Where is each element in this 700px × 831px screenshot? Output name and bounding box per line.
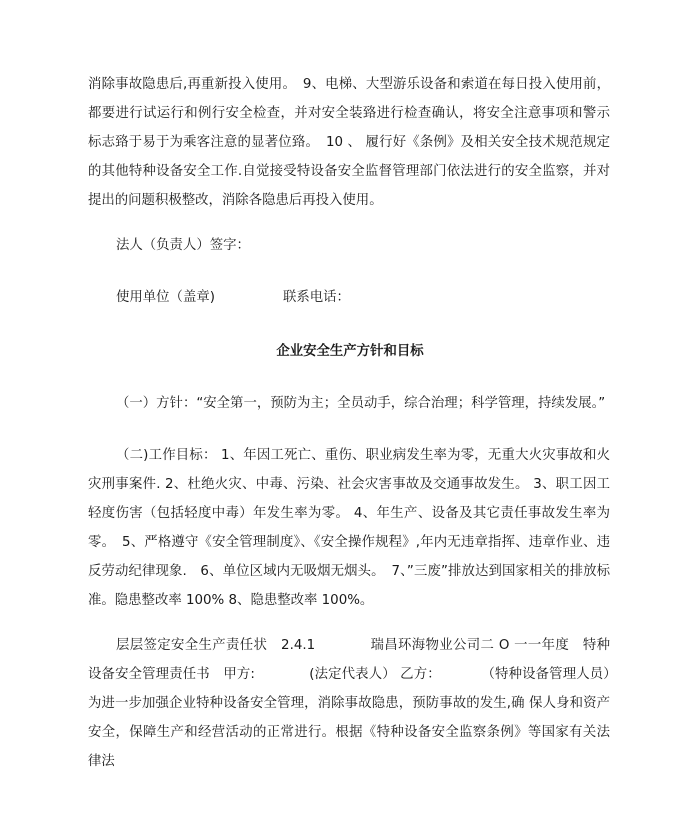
legal-person-signature-label: 法人（负责人）签字： [116,238,250,253]
work-goals-paragraph: （二)工作目标： 1、年因工死亡、重伤、职业病发生率为零，无重大火灾事故和火灾刑事案件. 2、杜绝火灾、中毒、污染、社会灾害事故及交通事故发生。 3、职工因工轻度伤害（包括轻度中毒）年发生率为零。 4、年生产、设备及其它责任事故发生率为零。 5、严格遵守《安全管理制度》、《安全操作规程》,年内无违章指挥、违章作业、违反劳动纪律现象. 6、单位区域内无吸烟无烟头。 7、”三废”排放达到国家相关的排放标准。隐患整改率 100% 8、隐患整改率 100%。 [88,448,610,608]
responsibility-paragraph: 层层签定安全生产责任状 2.4.1 瑞昌环海物业公司二 O 一一年度 特种设备安全管理责任书 甲方: (法定代表人） 乙方： （特种设备管理人员） 为进一步加强企业特种设备安全管理，消除事故隐患，预防事故的发生,确 保人身和资产安全，保障生产和经营活动的正常进行。根据《特种设备安全监察条例》等国家有关法律法 [88,638,624,769]
page-title: 企业安全生产方针和目标 [276,344,424,359]
safety-policy-paragraph: （一）方针：“安全第一，预防为主；全员动手，综合治理；科学管理，持续发展。” [116,396,606,411]
contact-phone-label: 联系电话： [282,290,350,305]
unit-contact-line [116,283,350,312]
elevator-safety-paragraph: 消除事故隐患后,再重新投入使用。 9、电梯、大型游乐设备和索道在每日投入使用前，都要进行试运行和例行安全检查，并对安全装臵进行检查确认，将安全注意事项和警示标志臵于易于为乘客注意的显著位臵。 10 、 履行好《条例》及相关安全技术规范规定的其他特种设备安全工作.自觉接受特设备安全监督管理部门依法进行的安全监察，并对提出的问题积极整改，消除各隐患后再投入使用。 [88,77,610,208]
unit-seal-label: 使用单位（盖章) [116,290,215,305]
